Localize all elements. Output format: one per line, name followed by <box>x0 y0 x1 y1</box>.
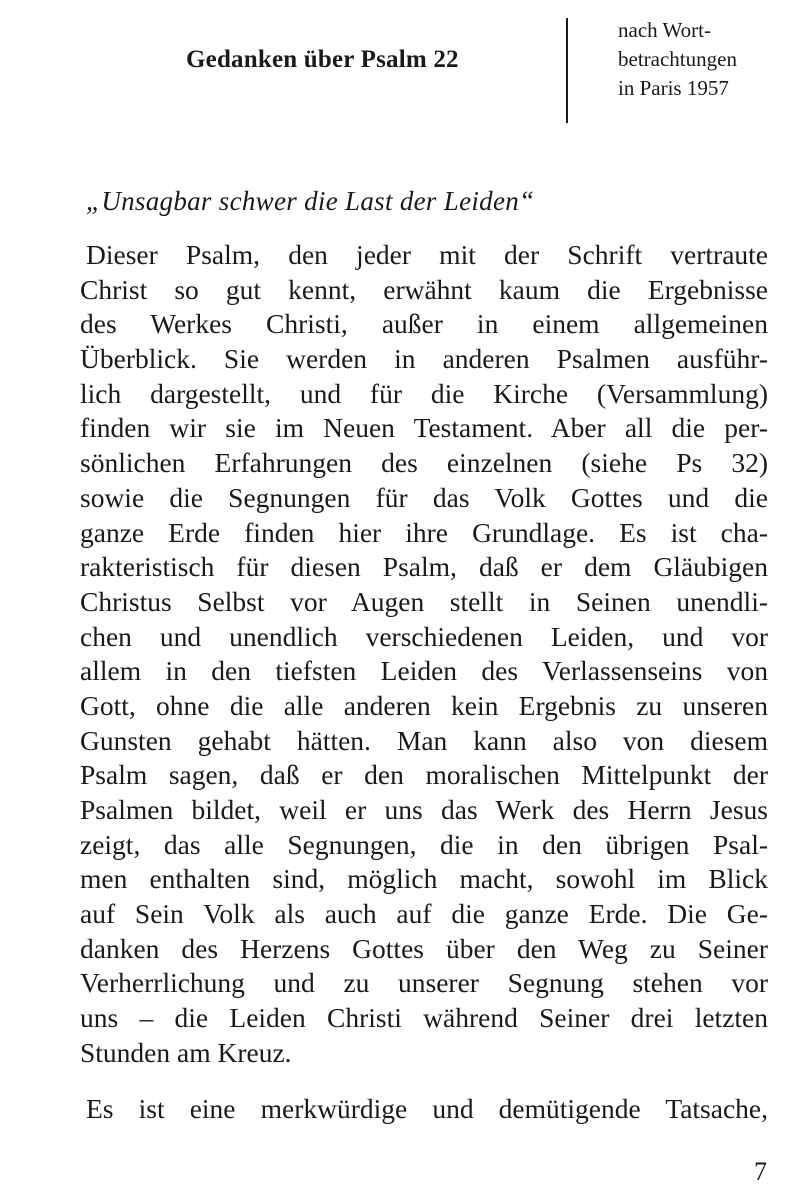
running-head-title: Gedanken über Psalm 22 <box>186 46 459 73</box>
text-line: allem in den tiefsten Leiden des Verlassenseins von <box>80 655 768 687</box>
text-line: sowie die Segnungen für das Volk Gottes und die <box>80 481 768 513</box>
text-line: Christ so gut kennt, erwähnt kaum die Ergebnisse <box>80 273 768 305</box>
text-line: zeigt, das alle Segnungen, die in den übrigen Psal- <box>80 828 768 860</box>
text-line: Stunden am Kreuz. <box>80 1036 292 1068</box>
text-line: uns – die Leiden Christi während Seiner drei letzten <box>80 1002 768 1034</box>
page-number: 7 <box>754 1157 767 1186</box>
text-line: rakteristisch für diesen Psalm, daß er dem Gläubigen <box>80 551 768 583</box>
text-line: danken des Herzens Gottes über den Weg zu Seiner <box>80 932 768 964</box>
header-note-line: nach Wort- <box>618 18 711 42</box>
header-note-line: betrachtungen <box>618 47 737 71</box>
header-note-line: in Paris 1957 <box>618 76 729 100</box>
text-line: Es ist eine merkwürdige und demütigende Tatsache, <box>86 1093 768 1124</box>
text-line: finden wir sie im Neuen Testament. Aber all die per- <box>80 412 768 444</box>
section-subtitle: „Unsagbar schwer die Last der Leiden“ <box>86 186 535 216</box>
text-line: Verherrlichung und zu unserer Segnung stehen vor <box>80 967 768 999</box>
text-line: Psalm sagen, daß er den moralischen Mittelpunkt der <box>80 759 768 791</box>
text-line: Psalmen bildet, weil er uns das Werk des Herrn Jesus <box>80 794 768 825</box>
text-line: sönlichen Erfahrungen des einzelnen (siehe Ps 32) <box>80 447 768 479</box>
body-paragraph-1 <box>80 238 768 1071</box>
text-line: des Werkes Christi, außer in einem allgemeinen <box>80 308 768 340</box>
body-paragraph-2 <box>80 1092 768 1127</box>
text-line: Gunsten gehabt hätten. Man kann also von diesem <box>80 724 768 756</box>
text-line: auf Sein Volk als auch auf die ganze Erde. Die Ge- <box>80 898 768 930</box>
text-line: Dieser Psalm, den jeder mit der Schrift vertraute <box>86 239 768 270</box>
text-line: lich dargestellt, und für die Kirche (Versammlung) <box>80 377 768 409</box>
text-line: ganze Erde finden hier ihre Grundlage. Es ist cha- <box>80 516 768 548</box>
text-line: men enthalten sind, möglich macht, sowohl im Blick <box>80 863 768 895</box>
text-line: Überblick. Sie werden in anderen Psalmen ausführ- <box>80 343 768 375</box>
header-source-note <box>618 16 737 103</box>
text-line: chen und unendlich verschiedenen Leiden, und vor <box>80 620 768 652</box>
header-divider <box>566 18 568 123</box>
text-line: Christus Selbst vor Augen stellt in Seinen unendli- <box>80 585 768 617</box>
text-line: Gott, ohne die alle anderen kein Ergebnis zu unseren <box>80 689 768 721</box>
